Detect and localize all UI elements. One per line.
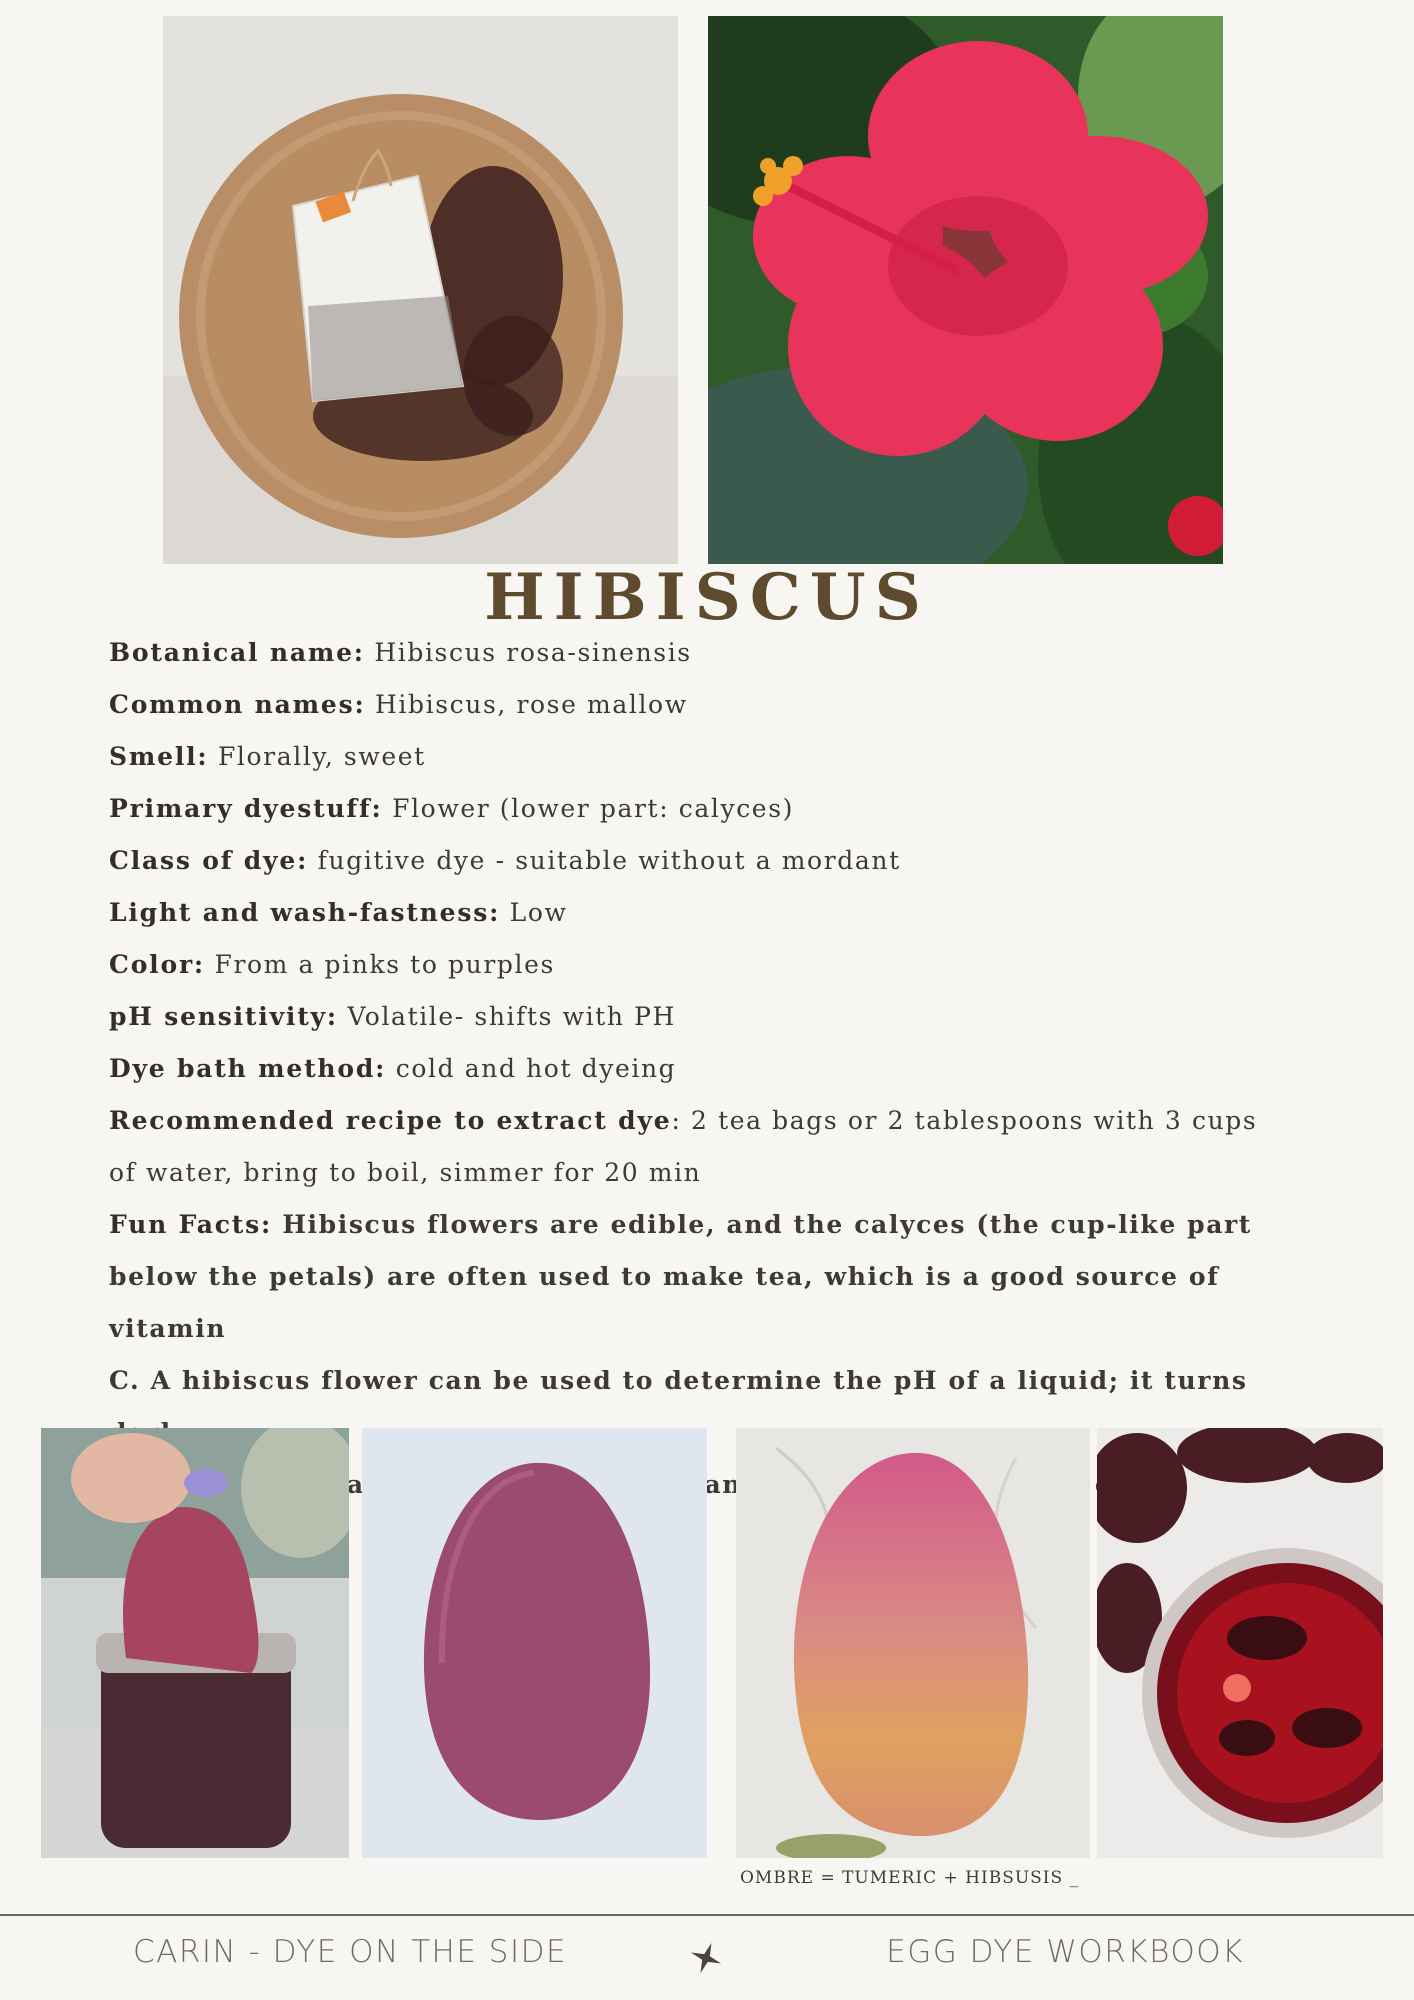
four-point-star-icon [690,1942,722,1974]
fact-label: Class of dye: [109,846,309,875]
footer-workbook-title: EGG DYE WORKBOOK [886,1934,1244,1970]
fact-label: pH sensitivity: [109,1002,338,1031]
fact-recipe [109,1095,1309,1147]
tea-bag-photo [163,16,678,564]
fact-label: Dye bath method: [109,1054,387,1083]
fact-color [109,939,1309,991]
fact-label: Common names: [109,690,366,719]
footer-author: CARIN - DYE ON THE SIDE [133,1934,568,1970]
fact-label: Primary dyestuff: [109,794,383,823]
fact-ph-sensitivity [109,991,1309,1043]
fact-value: Hibiscus flowers are edible, and the calyces (the cup-like part [272,1210,1252,1239]
fact-fun-facts-line: C. A hibiscus flower can be used to determine the pH of a liquid; it turns [109,1366,1248,1395]
fact-smell [109,731,1309,783]
fact-label: Recommended recipe to extract dye [109,1106,672,1135]
fact-value: of water, bring to boil, simmer for 20 min [109,1158,702,1187]
fact-value: fugitive dye - suitable without a mordant [308,846,901,875]
hibiscus-flower-photo [708,16,1223,564]
fact-fun-facts [109,1199,1309,1251]
fact-label: Color: [109,950,205,979]
fact-value: : 2 tea bags or 2 tablespoons with 3 cups [671,1106,1258,1135]
hibiscus-tea-photo [1097,1428,1383,1858]
pink-egg-photo [362,1428,707,1858]
fact-recipe-continued [109,1147,1309,1199]
fact-value: cold and hot dyeing [386,1054,677,1083]
fact-primary-dyestuff [109,783,1309,835]
page-title: HIBISCUS [484,560,930,635]
fact-dye-bath-method [109,1043,1309,1095]
fact-value: Flower (lower part: calyces) [382,794,794,823]
fact-label: Light and wash-fastness: [109,898,501,927]
fact-value: Florally, sweet [208,742,426,771]
fact-label: Smell: [109,742,209,771]
fact-class-of-dye [109,835,1309,887]
fact-value: From a pinks to purples [204,950,555,979]
egg-dye-jar-photo [41,1428,349,1858]
fact-fun-facts-line: below the petals) are often used to make tea, which is a good source of vitamin [109,1262,1220,1343]
fact-fastness [109,887,1309,939]
fact-label: Botanical name: [109,638,365,667]
footer-divider [0,1914,1414,1916]
fact-value: Hibiscus, rose mallow [365,690,688,719]
fact-fun-facts-line: and [704,1470,762,1499]
fact-value: Volatile- shifts with PH [337,1002,676,1031]
ombre-egg-photo [736,1428,1090,1858]
fact-botanical-name [109,627,1309,679]
fact-common-names [109,679,1309,731]
fact-value: Hibiscus rosa-sinensis [364,638,692,667]
plant-facts [109,627,1309,1511]
fact-value: Low [500,898,568,927]
fact-label: Fun Facts: [109,1210,273,1239]
photo-caption: OMBRE = TUMERIC + HIBSUSIS _ [740,1868,1080,1888]
